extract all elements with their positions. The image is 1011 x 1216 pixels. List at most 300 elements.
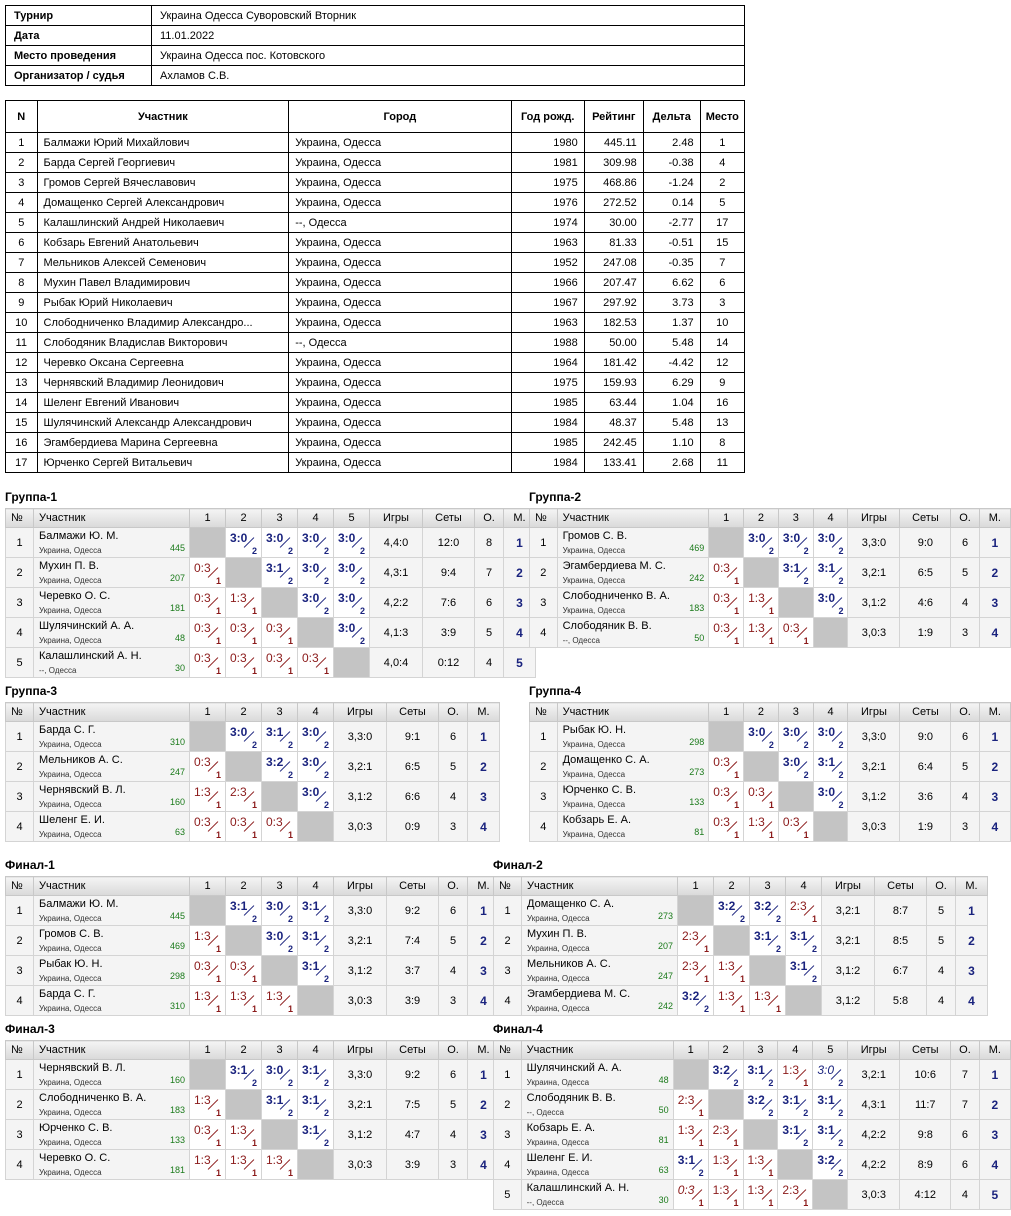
match-points: 1 [698, 1198, 704, 1208]
participant-cell: 17 [700, 213, 744, 233]
place-cell: 3 [979, 782, 1010, 812]
info-value: 11.01.2022 [152, 26, 745, 46]
points-cell: 4 [927, 956, 956, 986]
match-score-cell [262, 1090, 298, 1120]
row-number: 2 [530, 752, 558, 782]
match-score: 3:1 [754, 929, 772, 943]
match-score: 3:0 [817, 531, 836, 545]
match-points: 1 [251, 1168, 257, 1178]
points-cell: 6 [439, 896, 468, 926]
column-header-opponent: 1 [190, 1041, 226, 1060]
match-score-cell [750, 896, 786, 926]
match-points: 1 [251, 636, 257, 646]
column-header-opponent: 3 [262, 1041, 298, 1060]
match-score-cell [190, 752, 226, 782]
self-cell [262, 1120, 298, 1150]
participant-row [6, 273, 745, 293]
match-score: 3:0 [817, 591, 836, 605]
match-score-cell [708, 1150, 743, 1180]
group-row [530, 558, 1011, 588]
sets-cell: 6:5 [387, 752, 439, 782]
participant-cell: --, Одесса [289, 333, 511, 353]
row-number: 1 [530, 722, 558, 752]
match-points: 1 [775, 1004, 781, 1014]
participant-cell: Барда Сергей Георгиевич [37, 153, 289, 173]
sets-cell: 9:8 [900, 1120, 951, 1150]
match-points: 2 [287, 770, 293, 780]
group-row [530, 722, 1011, 752]
points-cell: 5 [439, 926, 468, 956]
participant-row [6, 133, 745, 153]
match-score: 3:2 [718, 899, 736, 913]
match-points: 2 [323, 576, 329, 586]
player-city: Украина, Одесса [39, 1108, 102, 1117]
match-score-cell [190, 812, 226, 842]
column-header: Участник [37, 101, 289, 133]
row-number: 3 [6, 1120, 34, 1150]
match-score: 3:0 [817, 785, 836, 799]
group-row [6, 896, 500, 926]
match-score-cell [673, 1090, 708, 1120]
match-score: 3:0 [782, 725, 801, 739]
column-header-opponent: 3 [778, 703, 813, 722]
match-points: 1 [215, 1004, 221, 1014]
match-score: 3:1 [782, 1123, 800, 1137]
self-cell [226, 1090, 262, 1120]
column-header-opponent: 3 [262, 877, 298, 896]
participant-cell: 5 [700, 193, 744, 213]
points-cell: 6 [951, 722, 979, 752]
player-rating: 48 [174, 633, 185, 643]
match-points: 1 [768, 800, 774, 810]
match-points: 1 [768, 606, 774, 616]
participant-cell: 1984 [511, 453, 584, 473]
participant-cell: Мухин Павел Владимирович [37, 273, 289, 293]
player-rating: 133 [169, 1135, 185, 1145]
info-row [6, 46, 745, 66]
participant-cell: 468.86 [584, 173, 643, 193]
participant-cell: 1975 [511, 173, 584, 193]
games-cell: 3,1:2 [848, 588, 900, 618]
match-points: 2 [323, 770, 329, 780]
points-cell: 4 [475, 648, 504, 678]
row-number: 3 [6, 782, 34, 812]
points-cell: 4 [439, 1120, 468, 1150]
points-cell: 8 [475, 528, 504, 558]
match-points: 1 [734, 576, 740, 586]
match-points: 1 [768, 1168, 774, 1178]
place-cell: 1 [504, 528, 536, 558]
column-header-place: М. [468, 703, 500, 722]
match-score-cell [262, 1150, 298, 1180]
games-cell: 3,3:0 [334, 722, 387, 752]
participant-cell: Юрченко Сергей Витальевич [37, 453, 289, 473]
participant-row [6, 333, 745, 353]
match-score: 3:0 [338, 621, 356, 635]
info-key: Место проведения [6, 46, 152, 66]
player-rating: 273 [657, 911, 673, 921]
column-header-place: М. [979, 509, 1010, 528]
player-cell [557, 558, 709, 588]
player-name: Калашлинский А. Н. [526, 1182, 630, 1194]
match-score: 0:3 [194, 755, 211, 769]
match-points: 2 [323, 606, 329, 616]
match-score-cell [673, 1150, 708, 1180]
participant-cell: 12 [700, 353, 744, 373]
column-header-place: М. [979, 703, 1010, 722]
group-row [6, 648, 536, 678]
match-points: 1 [768, 1198, 774, 1208]
match-points: 1 [215, 606, 221, 616]
player-rating: 30 [658, 1195, 669, 1205]
match-score: 3:0 [230, 725, 248, 739]
row-number: 1 [530, 528, 558, 558]
match-score-cell [190, 986, 226, 1016]
column-header-name: Участник [521, 1041, 673, 1060]
place-cell: 1 [979, 528, 1010, 558]
match-points: 2 [287, 740, 293, 750]
match-score: 1:3 [748, 815, 765, 829]
place-cell: 4 [504, 618, 536, 648]
match-score-cell [262, 1060, 298, 1090]
match-score: 2:3 [682, 959, 699, 973]
match-score-cell [298, 782, 334, 812]
participant-cell: Шеленг Евгений Иванович [37, 393, 289, 413]
match-points: 1 [698, 1138, 704, 1148]
games-cell: 3,0:3 [334, 812, 387, 842]
group-header-row [530, 509, 1011, 528]
match-score-cell [226, 1150, 262, 1180]
player-city: Украина, Одесса [562, 740, 626, 749]
participant-row [6, 433, 745, 453]
participant-cell: 1963 [511, 313, 584, 333]
match-points: 2 [287, 944, 293, 954]
player-cell [34, 528, 190, 558]
column-header-opponent: 5 [334, 509, 370, 528]
match-score: 3:0 [338, 591, 356, 605]
participant-cell: 63.44 [584, 393, 643, 413]
participant-cell: Украина, Одесса [289, 453, 511, 473]
match-score: 0:3 [230, 959, 247, 973]
match-points: 2 [698, 1168, 704, 1178]
participant-cell: 445.11 [584, 133, 643, 153]
column-header-opponent: 4 [778, 1041, 813, 1060]
match-score: 0:3 [713, 755, 730, 769]
match-score-cell [190, 926, 226, 956]
player-cell [34, 1060, 190, 1090]
match-score-cell [298, 1120, 334, 1150]
player-city: Украина, Одесса [39, 740, 102, 749]
participant-row [6, 233, 745, 253]
player-cell [522, 986, 678, 1016]
match-points: 2 [811, 974, 817, 984]
self-cell [226, 752, 262, 782]
participant-cell: 159.93 [584, 373, 643, 393]
match-score-cell [262, 722, 298, 752]
match-score: 3:0 [266, 899, 284, 913]
participant-cell: 15 [6, 413, 38, 433]
match-points: 2 [838, 1168, 844, 1178]
participant-cell: Украина, Одесса [289, 353, 511, 373]
match-points: 1 [733, 1168, 739, 1178]
match-score-cell [190, 782, 226, 812]
row-number: 1 [6, 896, 34, 926]
match-score-cell [813, 528, 848, 558]
player-name: Шеленг Е. И. [526, 1152, 593, 1164]
player-name: Шеленг Е. И. [39, 814, 105, 826]
match-points: 1 [215, 1138, 221, 1148]
player-city: Украина, Одесса [562, 606, 626, 615]
match-points: 1 [287, 1004, 293, 1014]
column-header-opponent: 2 [708, 1041, 743, 1060]
info-value: Украина Одесса Суворовский Вторник [152, 6, 745, 26]
match-score-cell [673, 1120, 708, 1150]
player-name: Мухин П. В. [39, 560, 99, 572]
match-score-cell [678, 986, 714, 1016]
match-points: 1 [768, 830, 774, 840]
player-name: Слободяник В. В. [562, 620, 652, 632]
match-score: 3:1 [782, 1093, 800, 1107]
participant-cell: --, Одесса [289, 213, 511, 233]
games-cell: 3,3:0 [848, 722, 900, 752]
sets-cell: 9:0 [900, 722, 951, 752]
column-header: Рейтинг [584, 101, 643, 133]
match-points: 2 [287, 1078, 293, 1088]
match-score: 0:3 [748, 785, 765, 799]
participant-cell: 1980 [511, 133, 584, 153]
match-points: 1 [734, 830, 740, 840]
group-row [530, 752, 1011, 782]
participant-cell: 1 [700, 133, 744, 153]
column-header-points: О. [951, 509, 979, 528]
place-cell: 5 [979, 1180, 1010, 1210]
column-header-sets: Сеты [875, 877, 927, 896]
games-cell: 3,2:1 [334, 1090, 387, 1120]
player-rating: 160 [169, 797, 185, 807]
match-score: 3:2 [817, 1153, 835, 1167]
row-number: 5 [6, 648, 34, 678]
player-cell [34, 956, 190, 986]
participant-cell: Мельников Алексей Семенович [37, 253, 289, 273]
match-points: 2 [768, 1108, 774, 1118]
column-header-opponent: 2 [226, 1041, 262, 1060]
participant-cell: 1952 [511, 253, 584, 273]
match-score-cell [750, 926, 786, 956]
match-score: 1:3 [194, 1153, 211, 1167]
match-score: 3:2 [682, 989, 700, 1003]
self-cell [262, 782, 298, 812]
match-score-cell [226, 648, 262, 678]
row-number: 4 [530, 618, 558, 648]
group-row [494, 1180, 1011, 1210]
player-cell [34, 812, 190, 842]
participant-cell: 182.53 [584, 313, 643, 333]
participant-cell: Шулячинский Александр Александрович [37, 413, 289, 433]
participant-cell: 0.14 [643, 193, 700, 213]
games-cell: 4,0:4 [370, 648, 423, 678]
match-score: 3:0 [782, 531, 801, 545]
group-table [5, 876, 500, 1016]
match-score-cell [744, 722, 779, 752]
match-score: 0:3 [194, 651, 211, 665]
match-score: 3:1 [302, 959, 320, 973]
row-number: 2 [6, 752, 34, 782]
match-score: 3:0 [266, 1063, 284, 1077]
points-cell: 5 [475, 618, 504, 648]
match-points: 2 [838, 1108, 844, 1118]
player-name: Громов С. В. [562, 530, 628, 542]
games-cell: 3,1:2 [334, 782, 387, 812]
participant-cell: 1988 [511, 333, 584, 353]
column-header-opponent: 3 [743, 1041, 778, 1060]
row-number: 4 [6, 986, 34, 1016]
group-row [6, 618, 536, 648]
participant-cell: 3 [700, 293, 744, 313]
match-score-cell [714, 956, 750, 986]
match-score: 3:1 [302, 1093, 320, 1107]
match-score: 3:0 [302, 561, 320, 575]
player-city: Украина, Одесса [526, 1138, 590, 1147]
info-key: Организатор / судья [6, 66, 152, 86]
match-score: 2:3 [230, 785, 247, 799]
participant-cell: 2.68 [643, 453, 700, 473]
player-rating: 81 [658, 1135, 669, 1145]
match-points: 2 [287, 1108, 293, 1118]
participant-cell: 4 [700, 153, 744, 173]
match-points: 1 [703, 944, 709, 954]
player-name: Рыбак Ю. Н. [39, 958, 103, 970]
sets-cell: 3:7 [387, 956, 439, 986]
player-rating: 247 [169, 767, 185, 777]
points-cell: 5 [927, 896, 956, 926]
match-score-cell [778, 1090, 813, 1120]
participant-cell: -0.51 [643, 233, 700, 253]
match-points: 2 [287, 914, 293, 924]
match-score: 0:3 [230, 651, 247, 665]
group-row [494, 1060, 1011, 1090]
match-score-cell [778, 1120, 813, 1150]
player-rating: 310 [169, 737, 185, 747]
group-table [5, 508, 536, 678]
match-score: 3:0 [338, 561, 356, 575]
match-score-cell [190, 648, 226, 678]
match-score-cell [678, 956, 714, 986]
participant-row [6, 313, 745, 333]
player-cell [34, 1120, 190, 1150]
participant-cell: 30.00 [584, 213, 643, 233]
points-cell: 4 [951, 782, 979, 812]
match-score-cell [190, 1120, 226, 1150]
match-points: 1 [215, 636, 221, 646]
games-cell: 3,1:2 [334, 1120, 387, 1150]
match-score: 0:3 [782, 815, 800, 829]
match-score-cell [226, 1060, 262, 1090]
participant-cell: Украина, Одесса [289, 193, 511, 213]
match-points: 2 [251, 1078, 257, 1088]
participant-cell: 15 [700, 233, 744, 253]
column-header-num: № [494, 877, 522, 896]
participant-cell: 1.37 [643, 313, 700, 333]
match-score: 1:3 [266, 1153, 283, 1167]
place-cell: 3 [468, 956, 500, 986]
player-city: Украина, Одесса [39, 944, 102, 953]
participant-cell: 2 [700, 173, 744, 193]
player-city: Украина, Одесса [562, 576, 626, 585]
participant-row [6, 453, 745, 473]
match-points: 1 [215, 830, 221, 840]
column-header-points: О. [439, 703, 468, 722]
participant-cell: 6.29 [643, 373, 700, 393]
row-number: 3 [530, 588, 558, 618]
player-city: Украина, Одесса [39, 830, 102, 839]
points-cell: 6 [439, 1060, 468, 1090]
participant-cell: Черевко Оксана Сергеевна [37, 353, 289, 373]
participant-cell: 13 [700, 413, 744, 433]
participant-cell: 6.62 [643, 273, 700, 293]
match-score: 3:0 [302, 725, 320, 739]
match-score-cell [778, 618, 813, 648]
match-points: 1 [215, 974, 221, 984]
participant-row [6, 193, 745, 213]
place-cell: 3 [468, 782, 500, 812]
match-score: 3:0 [266, 929, 284, 943]
place-cell: 5 [504, 648, 536, 678]
player-city: Украина, Одесса [39, 1138, 102, 1147]
match-score-cell [743, 1060, 778, 1090]
player-city: Украина, Одесса [39, 1168, 102, 1177]
match-points: 2 [838, 770, 844, 780]
player-cell [557, 618, 709, 648]
match-score-cell [778, 722, 813, 752]
match-score-cell [744, 588, 779, 618]
match-score: 1:3 [782, 1063, 800, 1077]
player-city: Украина, Одесса [39, 800, 102, 809]
group-table [529, 508, 1011, 648]
match-points: 1 [739, 974, 745, 984]
place-cell: 3 [956, 956, 988, 986]
match-score: 1:3 [194, 989, 211, 1003]
match-score: 2:3 [782, 1183, 800, 1197]
row-number: 2 [6, 926, 34, 956]
column-header-sets: Сеты [900, 703, 951, 722]
match-points: 1 [803, 1078, 809, 1088]
participant-cell: 181.42 [584, 353, 643, 373]
match-points: 2 [323, 974, 329, 984]
match-score: 3:0 [302, 591, 320, 605]
player-rating: 445 [169, 911, 185, 921]
group-row [494, 1150, 1011, 1180]
place-cell: 2 [979, 558, 1010, 588]
sets-cell: 8:9 [900, 1150, 951, 1180]
player-rating: 183 [169, 1105, 185, 1115]
player-name: Барда С. Г. [39, 724, 96, 736]
group-row [494, 1120, 1011, 1150]
column-header-sets: Сеты [900, 509, 951, 528]
player-cell [34, 558, 190, 588]
group-row [530, 618, 1011, 648]
match-score: 3:0 [302, 785, 320, 799]
group-header-row [6, 509, 536, 528]
sets-cell: 4:7 [387, 1120, 439, 1150]
match-score-cell [262, 558, 298, 588]
column-header-num: № [494, 1041, 522, 1060]
match-points: 2 [287, 546, 293, 556]
match-points: 1 [734, 770, 740, 780]
group-row [6, 986, 500, 1016]
match-points: 1 [698, 1108, 704, 1118]
match-points: 1 [251, 1138, 257, 1148]
match-points: 2 [251, 546, 257, 556]
